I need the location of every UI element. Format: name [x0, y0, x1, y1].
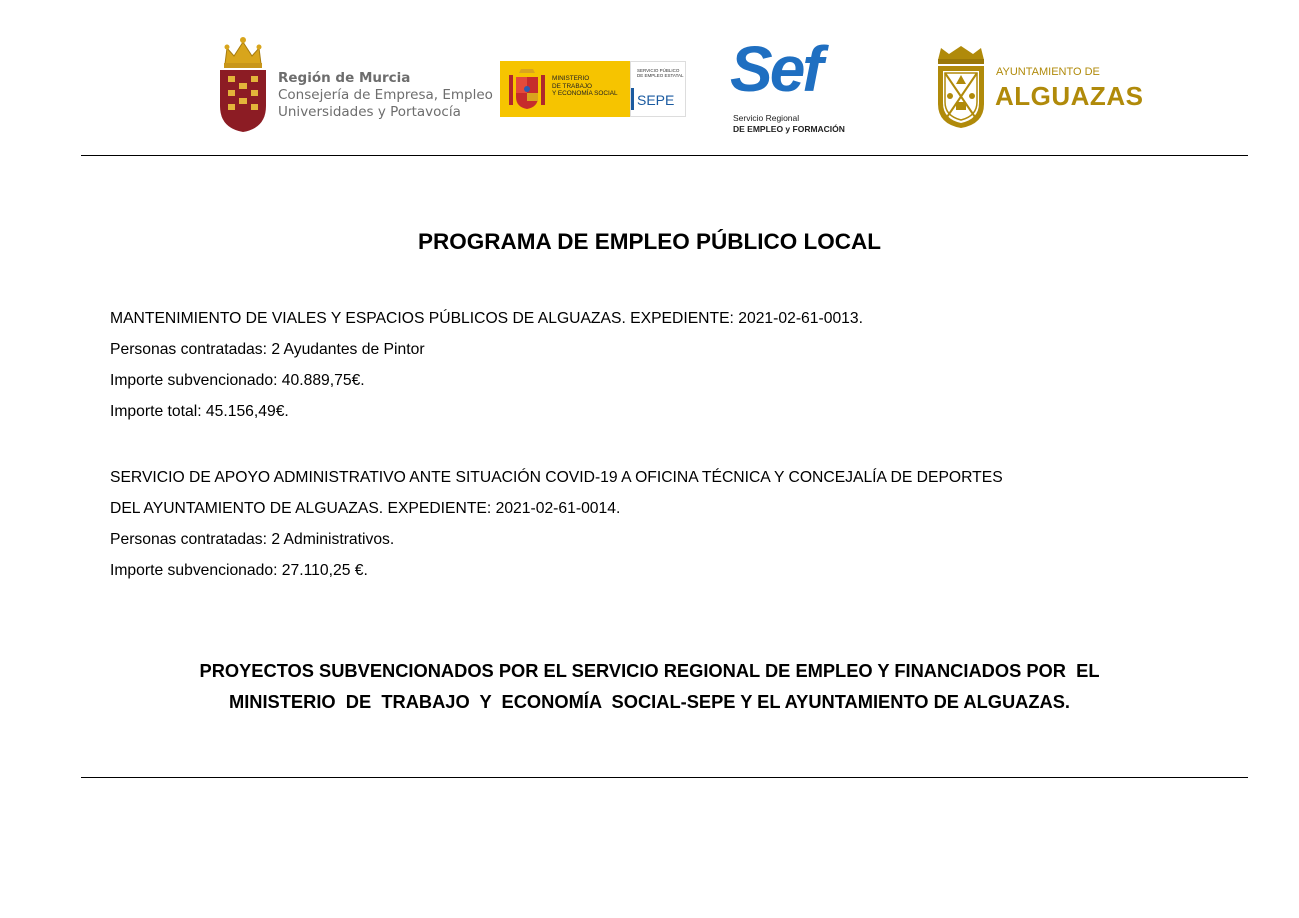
region-de-murcia-logo [215, 34, 493, 134]
ministerio-yellow-panel [500, 61, 630, 117]
sef-wordmark: Sef [730, 33, 821, 105]
project-2-subsidy: Importe subvencionado: 27.110,25 €. [110, 562, 368, 579]
alguazas-coat-of-arms-icon [935, 44, 987, 130]
ministerio-line1: MINISTERIO [552, 75, 590, 82]
project-2-heading-line1: SERVICIO DE APOYO ADMINISTRATIVO ANTE SITUACIÓN COVID-19 A OFICINA TÉCNICA Y CONCEJALÍA DE DEPORTES [110, 469, 1003, 486]
murcia-name: Región de Murcia [278, 70, 411, 86]
sepe-panel [630, 61, 686, 117]
sepe-small-line2: DE EMPLEO ESTATAL [637, 73, 684, 78]
project-1-subsidy: Importe subvencionado: 40.889,75€. [110, 372, 365, 389]
ministerio-line2: DE TRABAJO [552, 82, 593, 90]
project-1-heading: MANTENIMIENTO DE VIALES Y ESPACIOS PÚBLICOS DE ALGUAZAS. EXPEDIENTE: 2021-02-61-0013. [110, 310, 863, 327]
murcia-coat-of-arms-icon [215, 34, 271, 134]
ayuntamiento-alguazas-logo [935, 44, 1145, 134]
ministerio-sepe-logo [500, 61, 686, 117]
project-2-staff: Personas contratadas: 2 Administrativos. [110, 531, 395, 548]
murcia-line3: Universidades y Portavocía [278, 104, 461, 120]
document-title: PROGRAMA DE EMPLEO PÚBLICO LOCAL [418, 229, 881, 254]
project-2 [110, 462, 1250, 586]
ministerio-text [552, 75, 618, 98]
ministerio-line3: Y ECONOMÍA SOCIAL [552, 90, 618, 97]
logo-strip [0, 30, 1299, 140]
project-1-total: Importe total: 45.156,49€. [110, 403, 289, 420]
project-1-staff: Personas contratadas: 2 Ayudantes de Pintor [110, 341, 425, 358]
murcia-line2: Consejería de Empresa, Empleo [278, 87, 493, 103]
sef-line2: DE EMPLEO y FORMACIÓN [733, 124, 845, 134]
alguazas-line2: ALGUAZAS [995, 81, 1144, 111]
header-divider [81, 155, 1248, 156]
funding-statement-line2: MINISTERIO DE TRABAJO Y ECONOMÍA SOCIAL-SEPE Y EL AYUNTAMIENTO DE ALGUAZAS. [228, 691, 1071, 712]
funding-statement-line1: PROYECTOS SUBVENCIONADOS POR EL SERVICIO REGIONAL DE EMPLEO Y FINANCIADOS POR EL [199, 660, 1100, 681]
spain-coat-of-arms-icon [505, 67, 549, 111]
sef-logo [730, 33, 860, 138]
sef-line1: Servicio Regional [733, 113, 800, 123]
sepe-wordmark: SEPE [637, 92, 675, 108]
sepe-small-text [637, 68, 684, 78]
alguazas-line1: AYUNTAMIENTO DE [996, 66, 1100, 78]
sepe-bar [631, 88, 634, 110]
sepe-small-line1: SERVICIO PÚBLICO [637, 68, 680, 73]
footer-divider [81, 777, 1248, 778]
project-1 [110, 303, 1250, 427]
project-2-heading-line2: DEL AYUNTAMIENTO DE ALGUAZAS. EXPEDIENTE: 2021-02-61-0014. [110, 500, 621, 517]
funding-statement [0, 655, 1299, 717]
